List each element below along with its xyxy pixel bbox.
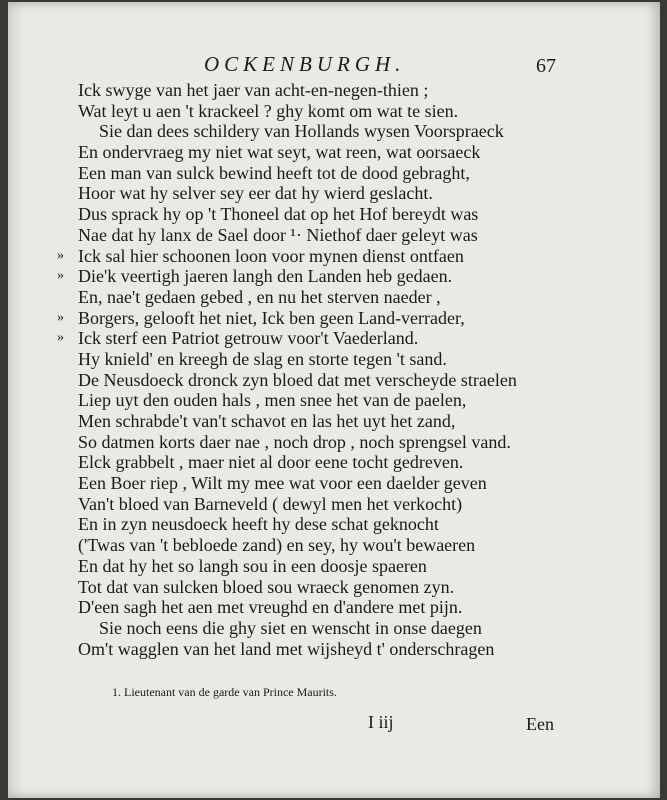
poem-line: So datmen korts daer nae , noch drop , noch sprengsel vand. [78,431,511,452]
quote-mark: » [57,309,64,325]
book-page [8,2,660,798]
quote-mark: » [57,268,64,284]
poem-line: En dat hy het so langh sou in een doosje spaeren [78,555,427,576]
quote-mark: » [57,247,64,263]
poem-line-quoted: » Borgers, gelooft het niet, Ick ben geen Land-verrader, [57,307,465,328]
poem-line: En in zyn neusdoeck heeft hy dese schat geknocht [78,514,439,535]
poem-line: Om't wagglen van het land met wijsheyd t' onderschragen [78,638,495,659]
poem-line: Van't bloed van Barneveld ( dewyl men het verkocht) [78,493,463,514]
poem-line-quoted: » Ick sal hier schoonen loon voor mynen dienst ontfaen [57,245,464,266]
quote-mark: » [57,330,64,346]
poem-line: De Neusdoeck dronck zyn bloed dat met verscheyde straelen [78,369,517,390]
poem-line: Sie noch eens die ghy siet en wenscht in onse daegen [99,617,482,638]
catchword: Een [526,714,554,734]
poem-line: Een man van sulck bewind heeft tot de dood gebraght, [78,162,470,183]
running-title: OCKENBURGH. [204,52,406,76]
poem-line: Tot dat van sulcken bloed sou wraeck genomen zyn. [78,576,455,597]
page-header [8,52,660,82]
poem-line: Elck grabbelt , maer niet al door eene tocht gedreven. [78,452,464,473]
poem-line: Ick swyge van het jaer van acht-en-negen-thien ; [78,80,429,100]
poem-line: Hoor wat hy selver sey eer dat hy wierd geslacht. [78,183,433,204]
poem-line: En ondervraeg my niet wat seyt, wat reen, wat oorsaeck [78,142,481,163]
signature-mark: I iij [368,712,394,732]
poem-line: En, nae't gedaen gebed , en nu het sterven naeder , [78,286,441,307]
poem-line: Hy knield' en kreegh de slag en storte tegen 't sand. [78,348,447,369]
poem-line: Liep uyt den ouden hals , men snee het van de paelen, [78,390,467,411]
poem-line-quoted: » Ick sterf een Patriot getrouw voor't Vaederland. [57,328,419,349]
poem-line: ('Twas van 't bebloede zand) en sey, hy wou't bewaeren [78,535,476,556]
poem-line: D'een sagh het aen met vreughd en d'andere met pijn. [78,597,463,618]
poem-line: Sie dan dees schildery van Hollands wysen Voorspraeck [99,121,504,142]
footnote: 1. Lieutenant van de garde van Prince Maurits. [112,685,337,699]
page-number: 67 [536,55,556,77]
poem-line-quoted: » Die'k veertigh jaeren langh den Landen heb gedaen. [57,266,453,287]
poem-line: Wat leyt u aen 't krackeel ? ghy komt om wat te sien. [78,100,459,121]
poem-text [57,80,638,659]
poem-line: Nae dat hy lanx de Sael door ¹· Niethof daer geleyt was [78,224,478,245]
poem-line: Men schrabde't van't schavot en las het uyt het zand, [78,411,456,431]
poem-line: Een Boer riep , Wilt my mee wat voor een daelder geven [78,473,487,494]
poem-line: Dus sprack hy op 't Thoneel dat op het Hof bereydt was [78,204,479,225]
